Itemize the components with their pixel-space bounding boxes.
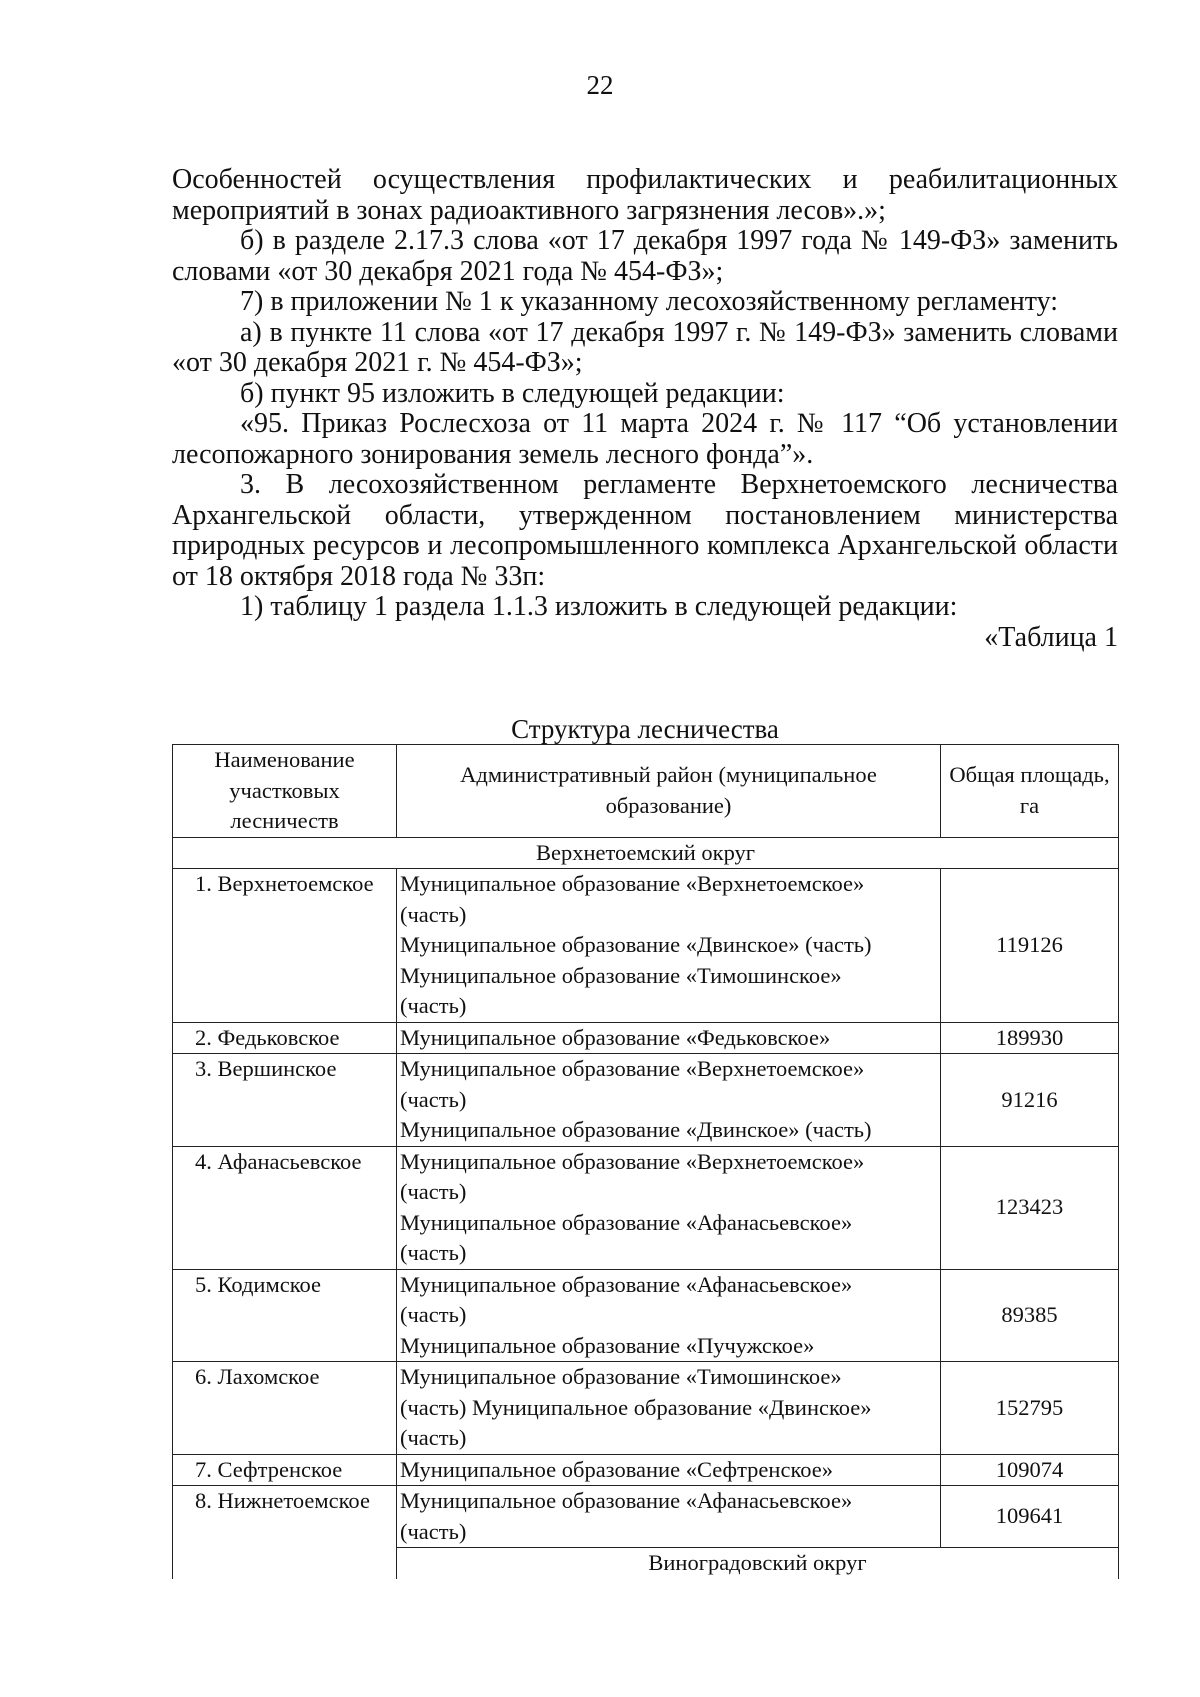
paragraph: 3. В лесохозяйственном регламенте Верхнетоемского лесничества Архангельской области, утвержденном постановлением министерства природных ресурсов и лесопромышленного комплекса Архангельской области от 18 октября 2018 года № 33п: [172,469,1118,592]
district-name: Верхнетоемский округ [173,837,1119,869]
page-number: 22 [586,70,614,100]
administrative-district-line: (часть) [400,1240,467,1265]
total-area: 189930 [941,1022,1119,1054]
table-row [173,1022,1119,1054]
administrative-district-line: Муниципальное образование «Тимошинское» [400,962,842,988]
table-title: Структура лесничества [511,714,779,744]
forestry-name: 6. Лахомское [173,1362,397,1455]
district-row [173,1548,1119,1579]
administrative-district-line: Муниципальное образование «Федьковское» [400,1024,831,1050]
header-administrative-district: Административный район (муниципальное образование) [397,745,941,838]
administrative-district-line: Муниципальное образование «Двинское» (часть) [400,932,872,957]
paragraph: б) в разделе 2.17.3 слова «от 17 декабря 1997 года № 149-ФЗ» заменить словами «от 30 декабря 2021 года № 454-ФЗ»; [172,225,1118,287]
table-row [173,1054,1119,1147]
administrative-district-line: (часть) Муниципальное образование «Двинское» [400,1394,872,1420]
paragraph: Особенностей осуществления профилактических и реабилитационных мероприятий в зонах радиоактивного загрязнения лесов».»; [172,164,1118,226]
administrative-district [397,1362,941,1455]
total-area: 152795 [941,1362,1119,1455]
administrative-district-line: Муниципальное образование «Сефтренское» [400,1456,833,1482]
total-area: 89385 [941,1269,1119,1362]
administrative-district-line: Муниципальное образование «Тимошинское» [400,1364,842,1389]
administrative-district [397,1454,941,1486]
paragraph: б) пункт 95 изложить в следующей редакции: [240,377,785,409]
district-name: Виноградовский округ [397,1548,1119,1579]
administrative-district-line: (часть) [400,1086,467,1112]
table-body [173,837,1119,1579]
table-row [173,1362,1119,1455]
forestry-name: 1. Верхнетоемское [173,869,397,1023]
administrative-district [397,1146,941,1269]
forestry-structure-table [172,744,1119,1579]
table-row [173,1486,1119,1548]
forestry-name: 7. Сефтренское [173,1454,397,1486]
administrative-district-line: Муниципальное образование «Двинское» (часть) [400,1117,872,1142]
table-row [173,869,1119,1023]
forestry-name: 3. Вершинское [173,1054,397,1147]
table-row [173,1269,1119,1362]
administrative-district-line: Муниципальное образование «Афанасьевское» [400,1271,853,1297]
table-header-row [173,745,1119,838]
paragraph: «Таблица 1 [984,621,1118,653]
administrative-district-line: Муниципальное образование «Пучужское» [400,1332,815,1358]
header-forestry-name: Наименование участковых лесничеств [173,745,397,838]
table-row [173,1454,1119,1486]
total-area: 123423 [941,1146,1119,1269]
administrative-district [397,1269,941,1362]
administrative-district [397,1054,941,1147]
paragraph: «95. Приказ Рослесхоза от 11 марта 2024 г. № 117 “Об установлении лесопожарного зонирования земель лесного фонда”». [172,408,1118,470]
paragraph: 7) в приложении № 1 к указанному лесохозяйственному регламенту: [240,286,1059,317]
header-total-area: Общая площадь, га [941,745,1119,838]
administrative-district-line: Муниципальное образование «Верхнетоемское» [400,871,865,896]
administrative-district-line: (часть) [400,993,467,1018]
administrative-district-line: (часть) [400,1302,467,1327]
paragraph: 1) таблицу 1 раздела 1.1.3 изложить в следующей редакции: [240,591,958,622]
forestry-name: 8. Нижнетоемское [173,1486,397,1548]
table-row [173,1146,1119,1269]
administrative-district [397,869,941,1023]
document-body [172,165,1118,653]
total-area: 109641 [941,1486,1119,1548]
administrative-district-line: Муниципальное образование «Афанасьевское» [400,1209,853,1235]
forestry-name: 4. Афанасьевское [173,1146,397,1269]
empty-cell [173,1548,397,1579]
administrative-district [397,1022,941,1054]
administrative-district-line: Муниципальное образование «Верхнетоемское» [400,1056,865,1081]
total-area: 91216 [941,1054,1119,1147]
district-row [173,837,1119,869]
forestry-name: 5. Кодимское [173,1269,397,1362]
administrative-district-line: (часть) [400,1518,467,1544]
administrative-district-line: Муниципальное образование «Верхнетоемское» [400,1148,865,1174]
administrative-district-line: Муниципальное образование «Афанасьевское» [400,1488,853,1513]
administrative-district [397,1486,941,1548]
total-area: 109074 [941,1454,1119,1486]
administrative-district-line: (часть) [400,901,467,927]
administrative-district-line: (часть) [400,1425,467,1450]
total-area: 119126 [941,869,1119,1023]
paragraph: а) в пункте 11 слова «от 17 декабря 1997 г. № 149-ФЗ» заменить словами «от 30 декабря 2021 г. № 454-ФЗ»; [172,316,1118,378]
administrative-district-line: (часть) [400,1179,467,1204]
forestry-name: 2. Федьковское [173,1022,397,1054]
